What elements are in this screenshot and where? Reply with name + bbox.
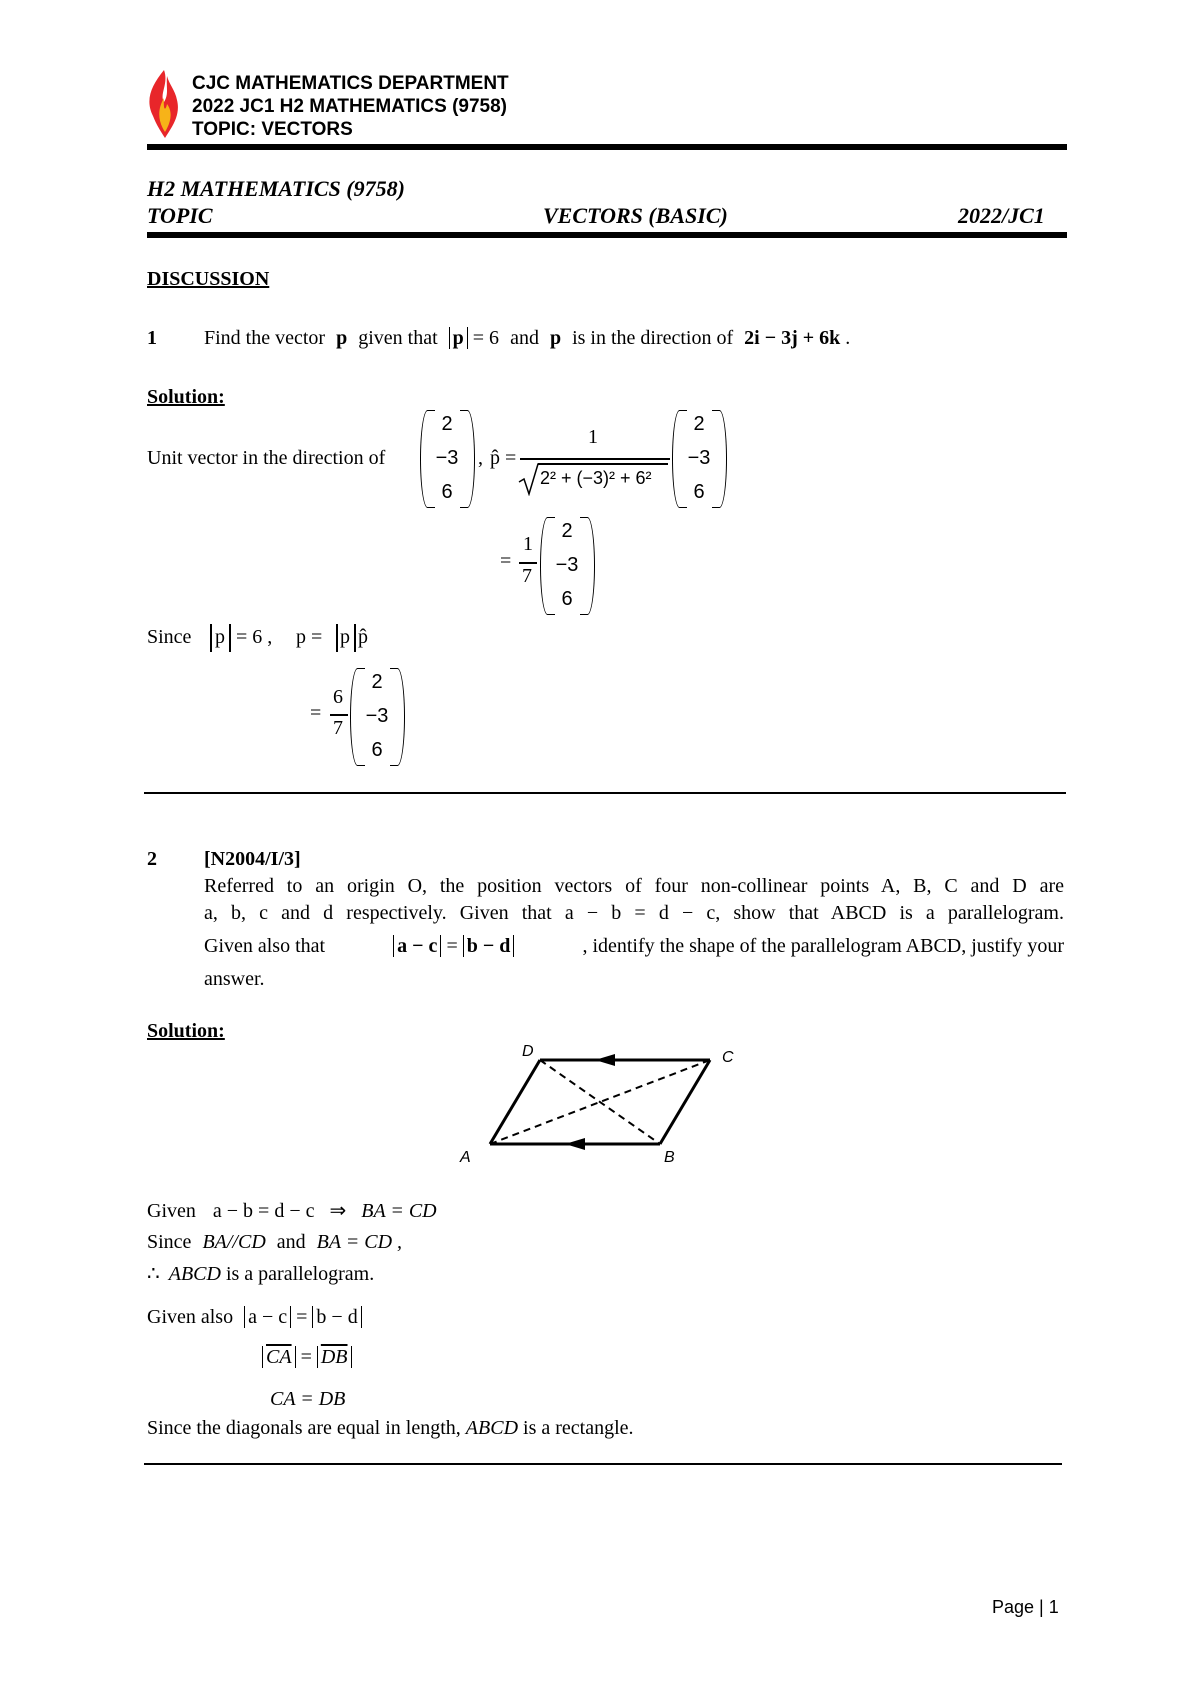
frac-seven: 7 <box>333 717 343 739</box>
paren-right <box>580 517 595 615</box>
q2-line-2: a, b, c and d respectively. Given that a − b = d − c, show that ABCD is a parallelogram. <box>204 902 1064 924</box>
topic-label: TOPIC <box>147 203 213 228</box>
is-parallelogram: is a parallelogram. <box>225 1263 375 1285</box>
frac-seven: 7 <box>522 565 532 587</box>
therefore-line <box>147 1261 374 1286</box>
q2-reference: [N2004/I/3] <box>204 848 301 870</box>
abs-b-d: b − d <box>463 935 515 957</box>
q1-number: 1 <box>147 327 157 349</box>
subject-title: H2 MATHEMATICS (9758) <box>147 176 405 201</box>
page-number: Page | 1 <box>992 1597 1059 1617</box>
direction-vector <box>360 665 394 767</box>
vec-entry: 6 <box>561 588 573 610</box>
header-line-3: TOPIC: VECTORS <box>192 119 353 140</box>
q1-abs-p: p <box>449 327 468 349</box>
section-title: DISCUSSION <box>147 268 270 290</box>
vec-entry: 6 <box>371 739 383 761</box>
q1-p: p <box>336 327 348 349</box>
paren-right <box>390 668 405 766</box>
edge-cb <box>660 1060 710 1144</box>
q2-line-3b: , identify the shape of the parallelogram ABCD, justify your <box>582 935 1064 957</box>
section-divider <box>144 1463 1062 1465</box>
abs-a-c: a − c <box>393 935 441 957</box>
vec-entry: −3 <box>555 554 579 576</box>
q1-text-c: and <box>510 327 539 349</box>
direction-vector <box>550 514 584 616</box>
q1-text-a: Find the vector <box>204 327 326 349</box>
vec-entry: −3 <box>365 705 389 727</box>
since-label: Since <box>147 1231 192 1253</box>
frac-one: 1 <box>523 533 533 555</box>
q1-text-d: is in the direction of <box>572 327 734 349</box>
given-also-line <box>147 1306 362 1329</box>
eq-sign: = <box>296 1306 308 1328</box>
q2-number: 2 <box>147 848 157 870</box>
conclusion-c: is a rectangle. <box>523 1417 634 1439</box>
frac-six: 6 <box>333 686 343 708</box>
q1-period: . <box>845 327 851 349</box>
unit-vector-text: Unit vector in the direction of <box>147 447 386 469</box>
abs-a-c: a − c <box>244 1306 291 1328</box>
q2-abs-expr: a − c = b − d <box>393 935 514 958</box>
therefore-icon: ∴ <box>147 1263 160 1285</box>
q1-direction: 2i − 3j + 6k <box>744 327 841 349</box>
vector-mag-line <box>262 1346 352 1369</box>
eq-sign: = <box>310 702 322 724</box>
given-also-label: Given also <box>147 1306 234 1328</box>
vec-entry: −3 <box>435 447 459 469</box>
header-line-2: 2022 JC1 H2 MATHEMATICS (9758) <box>192 96 508 117</box>
abs-bar <box>210 624 212 652</box>
since-label: Since <box>147 626 192 648</box>
abs-p-2: p <box>340 626 350 648</box>
phat: p̂ <box>358 626 368 648</box>
since-expr-2: BA = CD , <box>316 1231 403 1253</box>
direction-vector <box>682 407 716 509</box>
q1-text-b: given that <box>358 327 438 349</box>
abs-bar <box>229 624 231 652</box>
fraction-bar <box>519 562 537 564</box>
sqrt-content: 2² + (−3)² + 6² <box>540 468 652 488</box>
q1-p-2: p <box>549 327 562 349</box>
since-expr: BA//CD <box>202 1231 266 1253</box>
given-line-1 <box>147 1198 437 1223</box>
section-divider <box>144 792 1066 794</box>
implies-icon: ⇒ <box>329 1200 347 1222</box>
q1-eq6: = 6 <box>472 327 500 349</box>
header-line-1: CJC MATHEMATICS DEPARTMENT <box>192 73 509 94</box>
vec-entry: 2 <box>441 413 453 435</box>
q1-text <box>204 327 850 350</box>
abs-b-d: b − d <box>312 1306 361 1328</box>
abs-bar <box>336 624 338 652</box>
label-b: B <box>664 1149 675 1166</box>
conclusion-abcd: ABCD <box>465 1417 519 1439</box>
label-d: D <box>522 1043 534 1060</box>
and-word: and <box>276 1231 306 1253</box>
vector-db: $\overline{DB}$ <box>320 1346 348 1368</box>
vec-entry: 2 <box>371 671 383 693</box>
q2-line-3 <box>204 935 1064 958</box>
eq-sign: = <box>500 550 512 572</box>
given-result: BA = CD <box>361 1200 437 1222</box>
q2-line-1: Referred to an origin O, the position vectors of four non-collinear points A, B, C and D are <box>204 875 1064 897</box>
meta-rule <box>147 232 1067 238</box>
mag-eq: = 6 , <box>236 626 273 648</box>
abcd: ABCD <box>168 1263 221 1285</box>
comma: , <box>478 447 483 469</box>
arrow-icon <box>565 1138 585 1150</box>
fraction-bar <box>520 458 670 460</box>
p-eq: p = <box>296 626 323 648</box>
label-c: C <box>722 1049 734 1066</box>
vec-entry: 2 <box>561 520 573 542</box>
sqrt-bar <box>538 463 668 465</box>
vec-entry: 6 <box>693 481 705 503</box>
q2-line-4: answer. <box>204 968 265 990</box>
arrow-icon <box>595 1054 615 1066</box>
topic-value: VECTORS (BASIC) <box>543 203 728 228</box>
vec-entry: 6 <box>441 481 453 503</box>
vector-ca: $\overline{CA}$ <box>266 1346 292 1368</box>
paren-right <box>460 410 475 508</box>
since-line <box>147 1231 402 1254</box>
label-a: A <box>460 1149 471 1166</box>
year-label: 2022/JC1 <box>958 203 1045 228</box>
parallelogram-diagram <box>440 1040 760 1170</box>
conclusion-a: Since the diagonals are equal in length, <box>147 1417 461 1439</box>
abs-bar <box>354 624 356 652</box>
direction-vector <box>430 407 464 509</box>
edge-ad <box>490 1060 540 1144</box>
ca-eq-db: CA = DB <box>270 1388 346 1410</box>
header-rule <box>147 144 1067 150</box>
paren-right <box>712 410 727 508</box>
abs-db <box>317 1346 352 1368</box>
given-expr: a − b = d − c <box>212 1200 315 1222</box>
given-label: Given <box>147 1200 196 1222</box>
department-header <box>192 72 509 141</box>
phat-eq: p̂ = <box>490 447 517 469</box>
abs-ca <box>262 1346 296 1368</box>
conclusion <box>147 1417 634 1440</box>
abs-p: p <box>215 626 225 648</box>
diagonal-db <box>540 1060 660 1144</box>
flame-logo-icon <box>147 68 181 140</box>
q2-solution-label: Solution: <box>147 1020 225 1042</box>
vec-entry: 2 <box>693 413 705 435</box>
numerator-one: 1 <box>588 426 598 448</box>
vec-entry: −3 <box>687 447 711 469</box>
q1-solution-label: Solution: <box>147 386 225 408</box>
eq-sign: = <box>300 1346 312 1368</box>
fraction-bar <box>330 714 348 716</box>
q2-line-3a: Given also that <box>204 935 326 957</box>
sqrt-icon <box>518 462 540 496</box>
